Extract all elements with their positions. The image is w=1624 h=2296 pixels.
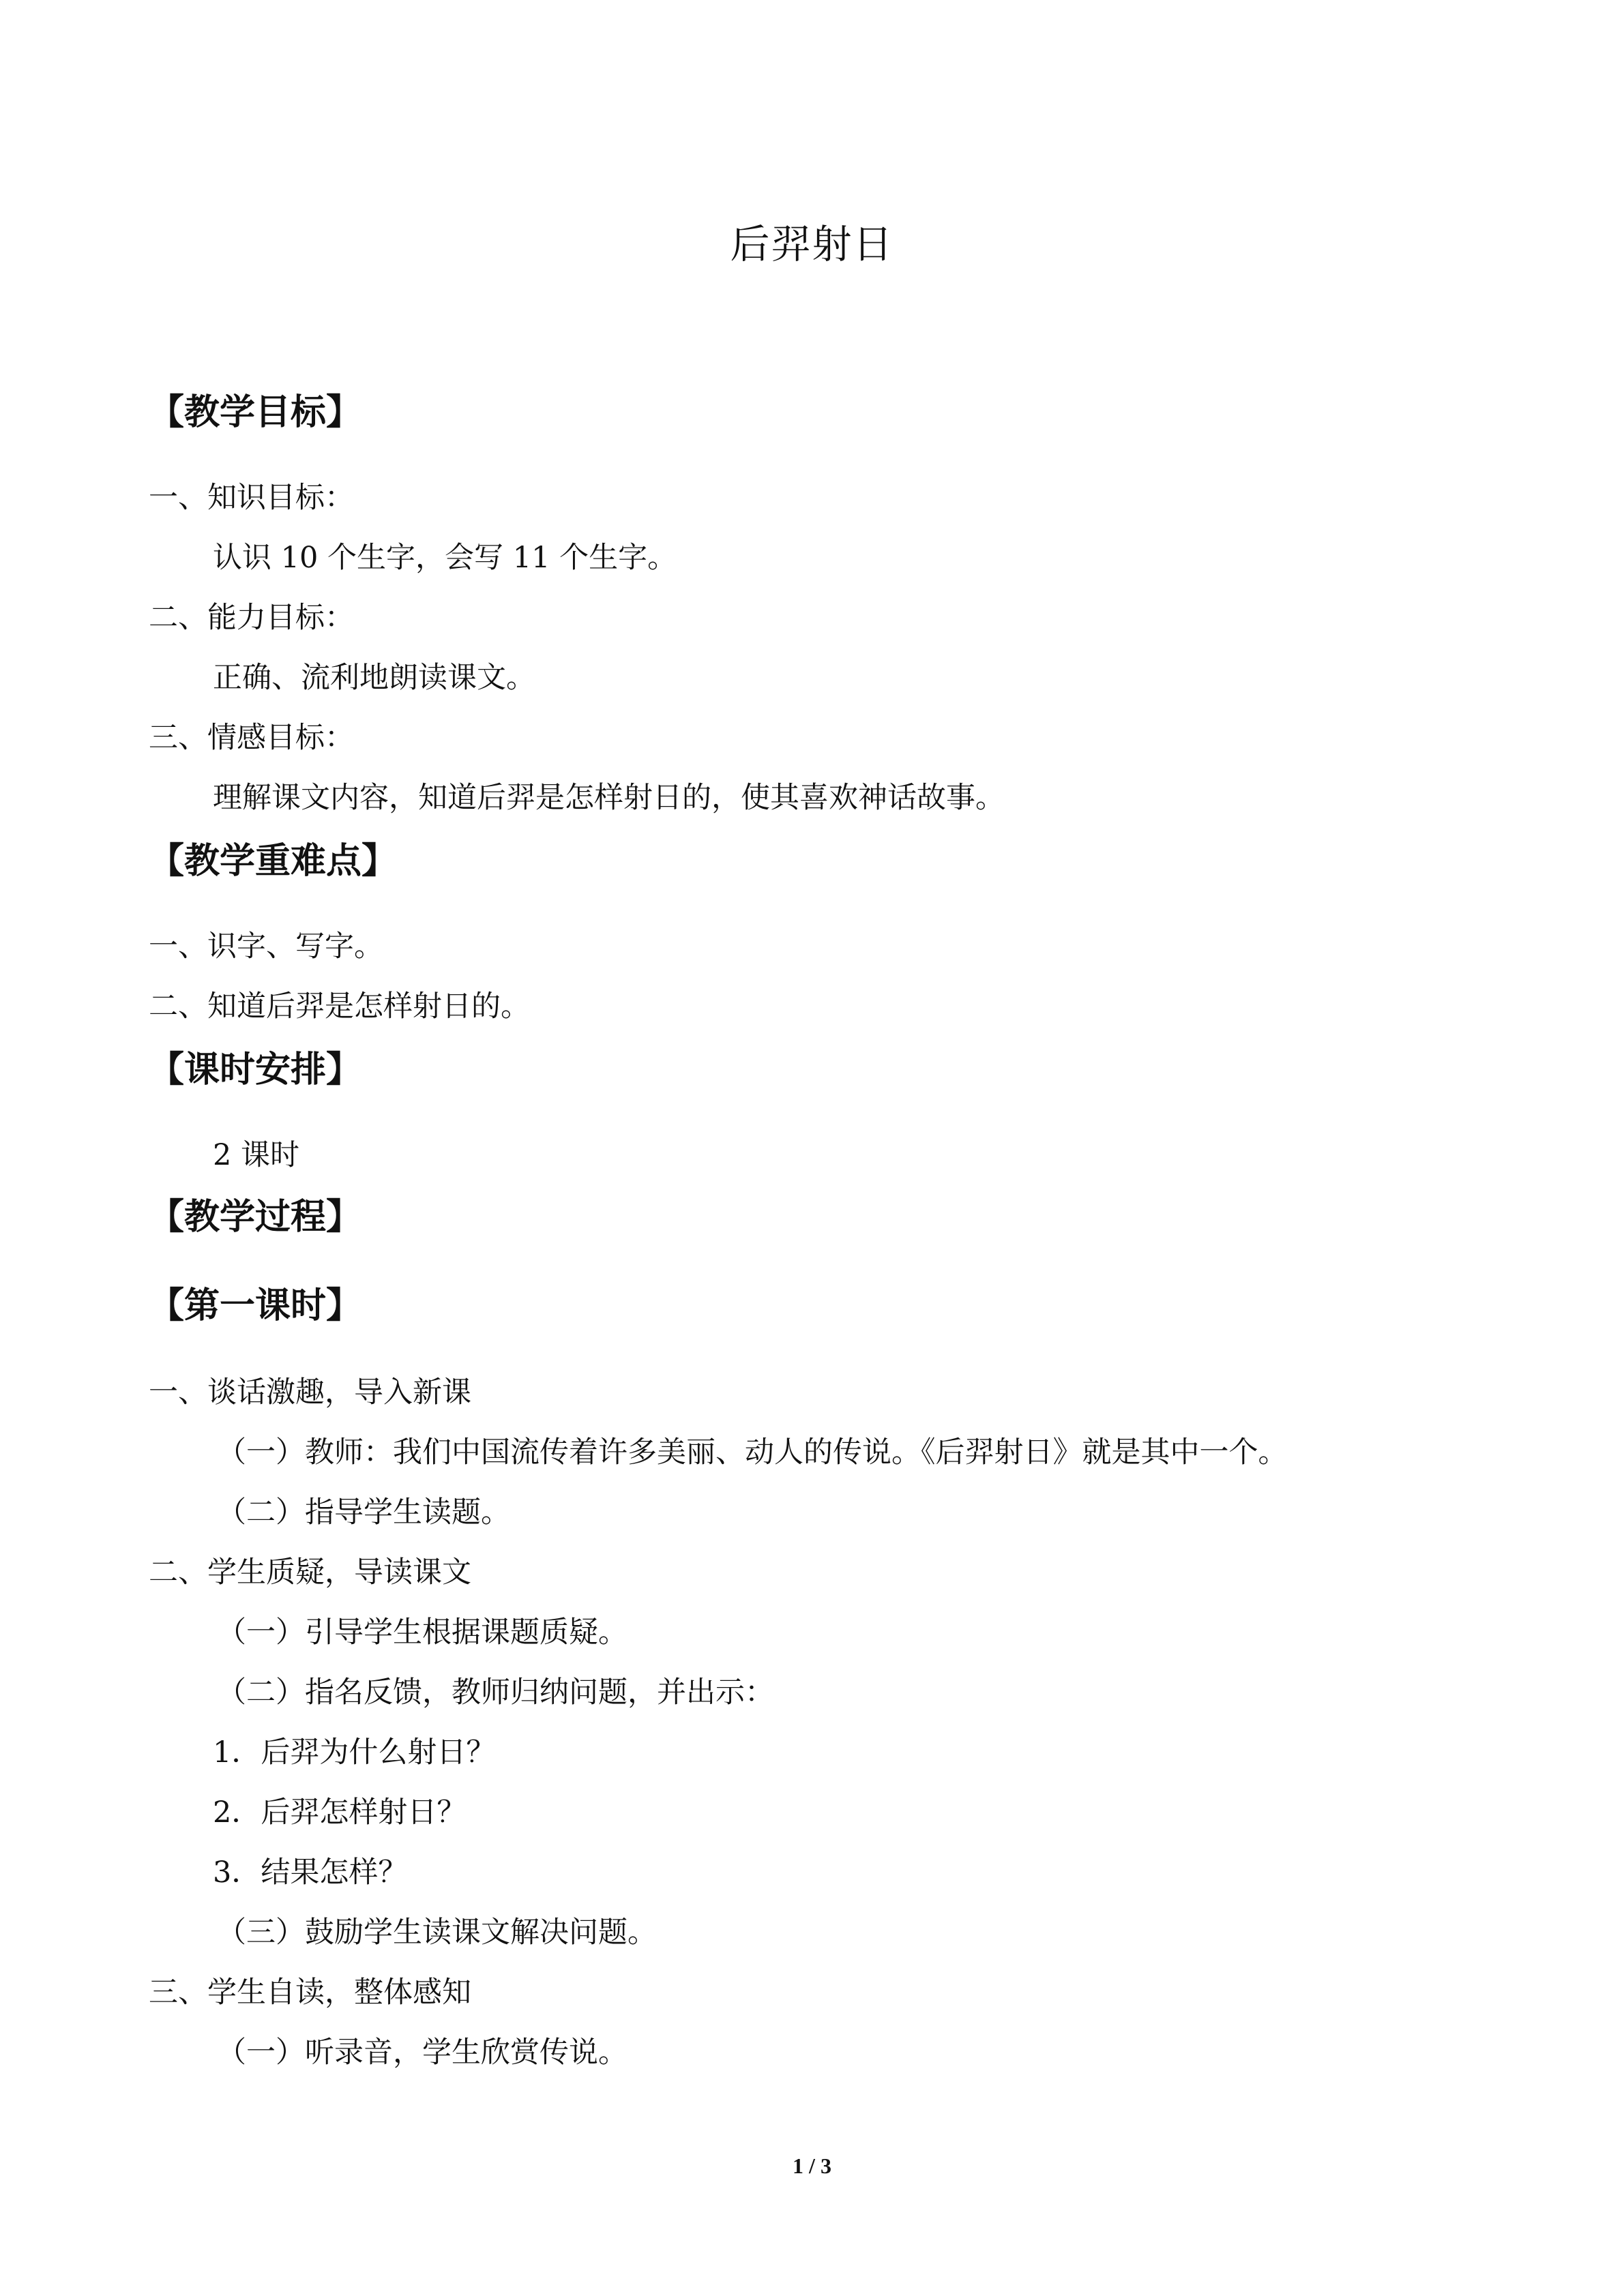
key-point-item: 二、知道后羿是怎样射日的。 [149, 989, 530, 1024]
heading-key-points: 【教学重难点】 [149, 841, 398, 882]
schedule-text: 2 课时 [213, 1138, 300, 1172]
question-item: 3．结果怎样？ [213, 1855, 408, 1890]
process-step: 一、谈话激趣，导入新课 [149, 1375, 471, 1410]
process-substep: （一）引导学生根据课题质疑。 [217, 1615, 628, 1650]
heading-schedule: 【课时安排】 [149, 1049, 362, 1090]
knowledge-objective-text: 认识 10 个生字，会写 11 个生字。 [213, 541, 677, 575]
question-item: 1．后羿为什么射日？ [213, 1735, 496, 1770]
page-number: 1 / 3 [793, 2153, 831, 2178]
process-substep: （二）指名反馈，教师归纳问题，并出示： [217, 1675, 774, 1710]
process-step: 三、学生自读，整体感知 [149, 1976, 471, 2010]
emotion-objective-text: 理解课文内容，知道后羿是怎样射日的，使其喜欢神话故事。 [213, 781, 1005, 815]
emotion-objective-label: 三、情感目标： [149, 721, 354, 755]
ability-objective-text: 正确、流利地朗读课文。 [213, 661, 535, 695]
ability-objective-label: 二、能力目标： [149, 601, 354, 635]
process-substep: （一）教师：我们中国流传着许多美丽、动人的传说。《后羿射日》就是其中一个。 [217, 1435, 1288, 1470]
process-substep: （一）听录音，学生欣赏传说。 [217, 2036, 628, 2070]
process-step: 二、学生质疑，导读课文 [149, 1555, 471, 1590]
process-substep: （三）鼓励学生读课文解决问题。 [217, 1915, 657, 1950]
heading-lesson-one: 【第一课时】 [149, 1285, 362, 1326]
key-point-item: 一、识字、写字。 [149, 929, 383, 964]
document-title: 后羿射日 [730, 221, 894, 267]
heading-teaching-objectives: 【教学目标】 [149, 392, 362, 433]
heading-teaching-process: 【教学过程】 [149, 1197, 362, 1238]
knowledge-objective-label: 一、知识目标： [149, 481, 354, 515]
question-item: 2．后羿怎样射日？ [213, 1795, 467, 1830]
process-substep: （二）指导学生读题。 [217, 1495, 510, 1530]
